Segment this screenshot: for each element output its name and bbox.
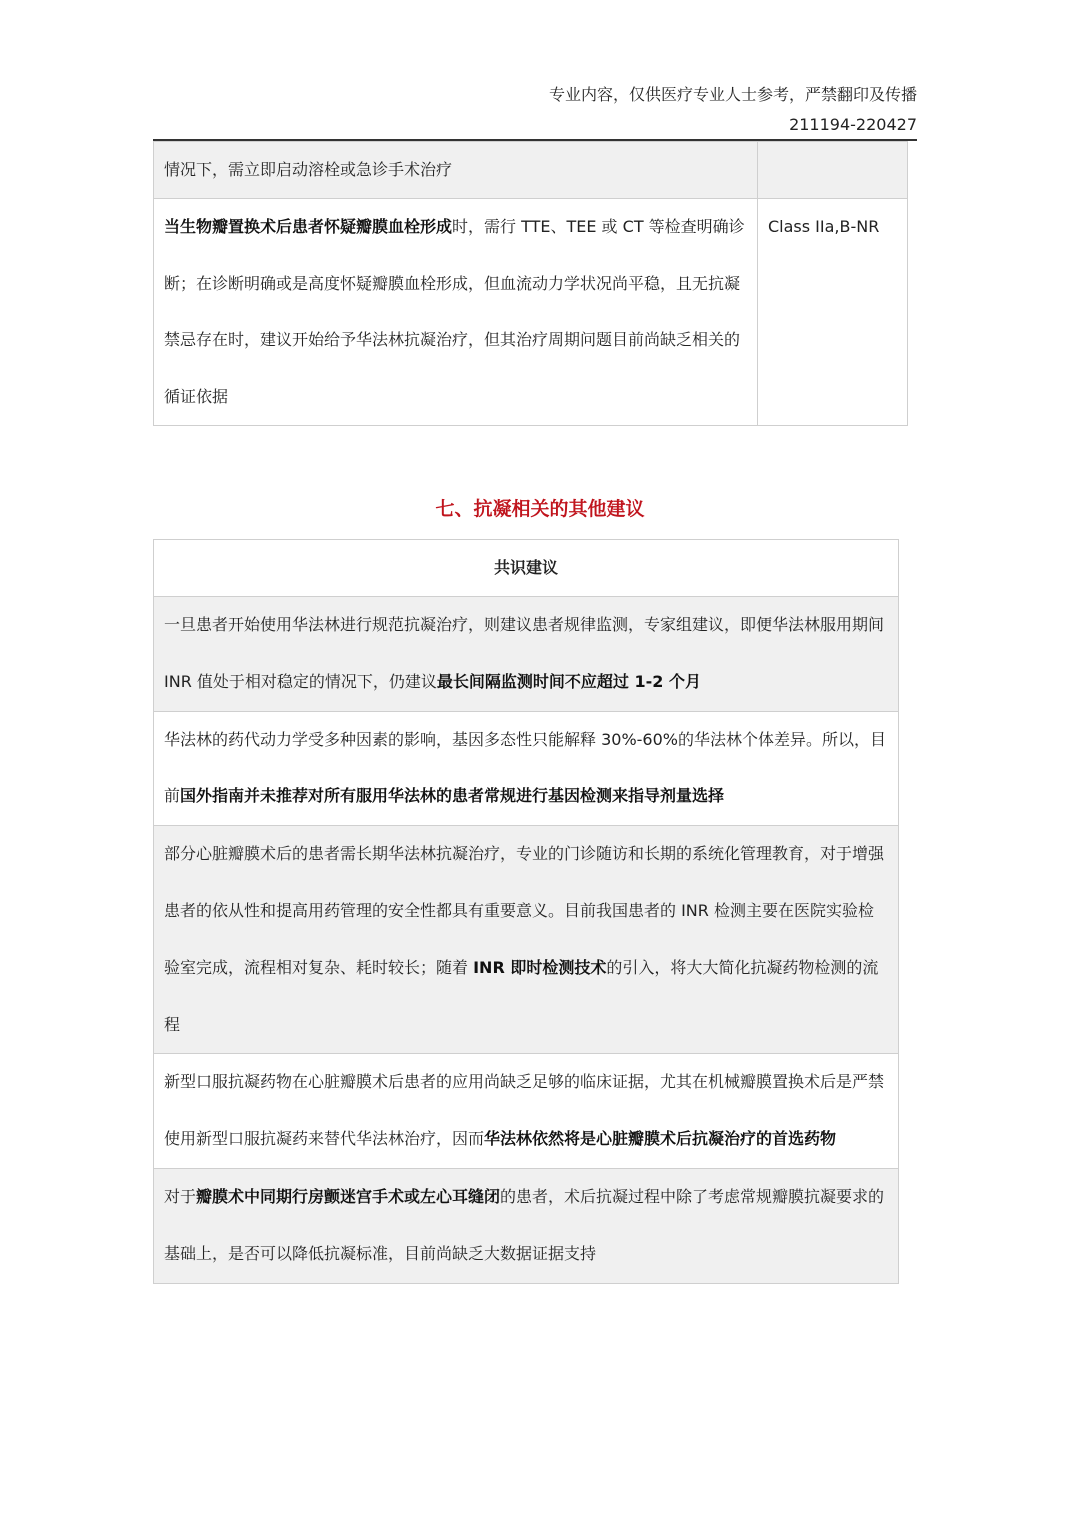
table-row xyxy=(154,711,899,826)
consensus-cell: 对于瓣膜术中同期行房颤迷宫手术或左心耳缝闭的患者，术后抗凝过程中除了考虑常规瓣膜抗凝要求的基础上，是否可以降低抗凝标准，目前尚缺乏大数据证据支持 xyxy=(154,1168,899,1283)
class-cell xyxy=(758,142,908,199)
recommendation-table-continued xyxy=(153,141,908,426)
recommendation-cell: 当生物瓣置换术后患者怀疑瓣膜血栓形成时，需行 TTE、TEE 或 CT 等检查明确诊断；在诊断明确或是高度怀疑瓣膜血栓形成，但血流动力学状况尚平稳，且无抗凝禁忌存在时，建议开始给予华法林抗凝治疗，但其治疗周期问题目前尚缺乏相关的循证依据 xyxy=(154,199,758,426)
consensus-cell: 新型口服抗凝药物在心脏瓣膜术后患者的应用尚缺乏足够的临床证据，尤其在机械瓣膜置换术后是严禁使用新型口服抗凝药来替代华法林治疗，因而华法林依然将是心脏瓣膜术后抗凝治疗的首选药物 xyxy=(154,1054,899,1169)
table-row xyxy=(154,199,908,426)
table-header-row xyxy=(154,540,899,597)
table-row xyxy=(154,142,908,199)
table-header: 共识建议 xyxy=(154,540,899,597)
header-code: 211194-220427 xyxy=(789,115,917,134)
header-disclaimer: 专业内容，仅供医疗专业人士参考，严禁翻印及传播 xyxy=(548,85,917,104)
consensus-cell: 华法林的药代动力学受多种因素的影响，基因多态性只能解释 30%-60%的华法林个体差异。所以，目前国外指南并未推荐对所有服用华法林的患者常规进行基因检测来指导剂量选择 xyxy=(154,711,899,826)
consensus-table xyxy=(153,539,899,1284)
table-row xyxy=(154,826,899,1054)
consensus-cell: 一旦患者开始使用华法林进行规范抗凝治疗，则建议患者规律监测，专家组建议，即便华法林服用期间 INR 值处于相对稳定的情况下，仍建议最长间隔监测时间不应超过 1-2 个月 xyxy=(154,597,899,712)
consensus-cell: 部分心脏瓣膜术后的患者需长期华法林抗凝治疗，专业的门诊随访和长期的系统化管理教育，对于增强患者的依从性和提高用药管理的安全性都具有重要意义。目前我国患者的 INR 检测主要在医院实验检验室完成，流程相对复杂、耗时较长；随着 INR 即时检测技术的引入，将大大简化抗凝药物检测的流程 xyxy=(154,826,899,1054)
table-row xyxy=(154,597,899,712)
page-header xyxy=(549,80,917,140)
class-cell: Class IIa,B-NR xyxy=(758,199,908,426)
table-row xyxy=(154,1168,899,1283)
table-row xyxy=(154,1054,899,1169)
recommendation-cell: 情况下，需立即启动溶栓或急诊手术治疗 xyxy=(154,142,758,199)
section-title: 七、抗凝相关的其他建议 xyxy=(435,498,645,520)
